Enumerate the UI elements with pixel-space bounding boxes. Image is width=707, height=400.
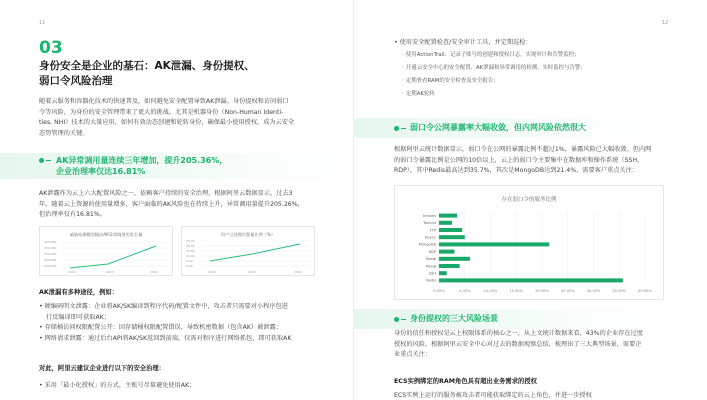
list-item: ◦ 开通云安全中心的安全配置、AK泄漏和异常调用的检测、实时监控与告警； — [401, 65, 586, 71]
section-heading: 身份提权的三大风险场景 — [410, 314, 498, 323]
ecs-paragraph: ECS实例上运行的服务被攻击者可能获取绑定的云上角色，并进一步授权 — [394, 392, 592, 399]
ak-paragraph — [39, 189, 339, 221]
text-line: 身份的信任和授权是云上权限体系的核心之一，从上文统计数据来看，43%的企业存在过度 — [394, 330, 643, 337]
y-tick-label: 100,000 — [44, 264, 57, 268]
y-tick-label: 300,000 — [44, 240, 57, 244]
ecs-heading: ECS实例绑定的RAM角色具有超出业务需求的授权 — [394, 378, 537, 385]
section-title — [39, 59, 329, 89]
y-tick-label: 150,000 — [44, 258, 57, 262]
audit-sub-list — [401, 51, 696, 99]
x-tick-label: 20.00% — [535, 289, 549, 293]
category-label: Jenkins — [423, 213, 436, 218]
section-title-line: 弱口令风险治理 — [39, 75, 113, 87]
category-label: Mysql — [425, 264, 436, 269]
svg-text:2024: 2024 — [150, 270, 158, 274]
category-label: FTP — [429, 228, 436, 233]
category-label: MongoDB — [418, 242, 436, 247]
highlight-heading — [56, 155, 346, 177]
intro-paragraph — [39, 97, 339, 139]
list-item: • 使用安全配置检查/安全审计工具，并定期巡检： — [394, 39, 532, 46]
bar-mysql — [439, 264, 460, 268]
bar-chart-svg — [395, 186, 665, 301]
chart-title: 存在弱口令的服务比例 — [501, 197, 557, 203]
text-line: 态势管理的关键。 — [39, 129, 89, 137]
x-tick-label: 5.00% — [459, 289, 471, 293]
y-tick-label: 200,000 — [44, 252, 57, 256]
bar-ftp — [439, 228, 462, 232]
text-line: 的弱口令暴露比例是公网的10倍以上，云上的弱口令主要集中在数据库和操作系统（SSH、 — [394, 156, 644, 164]
bar-mongodb — [439, 242, 549, 246]
category-label: Tomcat — [423, 221, 436, 226]
category-label: SSH — [428, 271, 436, 276]
svg-text:2024: 2024 — [294, 270, 302, 274]
svg-text:2023: 2023 — [248, 270, 256, 274]
x-tick-label: 30.00% — [586, 289, 601, 293]
trend-line — [210, 244, 300, 261]
y-tick-label: 250,000 — [44, 246, 57, 250]
list-item: ◦ 定期查看RAM的安全检查及安全报告； — [401, 78, 499, 84]
text-line: 但治理率仅有16.81%。 — [39, 211, 106, 219]
section-background — [354, 309, 707, 329]
svg-text:2022: 2022 — [68, 270, 76, 274]
section-title-line: 身份安全是企业的基石：AK泄漏、身份提权、 — [39, 60, 255, 72]
x-tick-label: 10.00% — [483, 289, 498, 293]
ak-paths-list — [39, 302, 339, 344]
x-tick-label: 35.00% — [612, 289, 627, 293]
bar-rdp — [439, 250, 454, 254]
chart-title: 用户已处理告警量比例（%） — [220, 232, 276, 237]
audit-bullet — [394, 38, 694, 49]
bar-ssh — [439, 271, 447, 275]
y-tick-label: 25.00 — [186, 239, 195, 243]
bar-redis — [439, 278, 623, 282]
right-page — [354, 0, 707, 400]
category-label: RDP — [428, 249, 436, 254]
advice-list — [39, 381, 339, 392]
chart-title: 威胁检测模型输出AK异常调用的发生量 — [69, 232, 143, 237]
privilege-paragraph — [394, 329, 694, 361]
bar-mssql — [439, 257, 470, 261]
list-item: ◦ 使用ActionTrail、记录子账号的创建和授权日志，实现审计和告警监控； — [401, 52, 580, 58]
y-tick-label: 15.00 — [186, 249, 195, 253]
bar-tomcat — [439, 221, 452, 225]
left-page — [0, 0, 353, 400]
list-item: • 网络请求泄露：通过后台API将AK/SK返回到前端，仅需对程序进行网络抓包，即可获取AK — [39, 334, 292, 342]
text-line: 年，随着云上资源的使用量增多，客户面临的AK风险也在持续上升，异常调用量提升205.26%， — [39, 200, 304, 208]
text-line: 令等风险，为身份的安全管理带来了更大的挑战。尤其是机器身份（Non-Human Identi- — [39, 108, 284, 116]
bullet-dot-icon — [39, 158, 44, 163]
x-tick-label: 40.00% — [638, 289, 652, 293]
text-line: 授权的风险。根据阿里云安全中心对过去的数据观察总结，梳理出了三大典型场景，需要企 — [394, 340, 642, 348]
text-line: 根据阿里云统计数据显示，弱口令在公网的暴露比例不超过1%，暴露风险已大幅收敛。但内网 — [394, 146, 652, 153]
trend-line — [70, 246, 156, 268]
weak-password-chart — [394, 185, 664, 300]
x-tick-label: 0.00% — [433, 289, 445, 293]
bar-rsync — [439, 235, 465, 239]
bullet-dot-icon — [394, 126, 399, 131]
text-line: AK异常调用量连续三年增加，提升205.36%， — [56, 156, 228, 165]
list-item: • 采用「最小化授权」的方式，主账号尽量避免使用AK； — [39, 382, 196, 389]
svg-text:2023: 2023 — [106, 270, 114, 274]
y-tick-label: 10.00 — [186, 254, 195, 258]
advice-heading: 对此，阿里云建议企业进行以下的安全治理： — [39, 365, 165, 372]
weak-password-paragraph — [394, 145, 694, 177]
ak-calls-chart — [39, 226, 173, 276]
text-line: 企业治理率仅达16.81% — [56, 167, 146, 176]
bar-jenkins — [439, 214, 457, 218]
list-item: • 硬编码明文泄露：企业将AK/SK编译到程序代码/配置文件中，攻击者只需要对小程序包进 — [39, 303, 288, 310]
section-heading: 弱口令公网暴露率大幅收敛，但内网风险依然很大 — [410, 123, 586, 132]
alerts-handled-chart — [181, 226, 315, 276]
category-label: Rsync — [425, 235, 436, 240]
page-number: 12 — [662, 20, 669, 26]
y-tick-label: 0.00 — [186, 264, 193, 268]
text-line: RDP），其中Redis最高达到35.7%，其次是MongoDB达到21.4%，需要客户重点关注： — [394, 167, 638, 175]
text-line: 业重点关注： — [394, 351, 432, 359]
x-tick-label: 25.00% — [560, 289, 575, 293]
x-tick-label: 15.00% — [509, 289, 524, 293]
list-item-continuation: 行反编译即可获取AK； — [46, 313, 110, 321]
y-tick-label: 5.00 — [186, 259, 193, 263]
text-line: AK泄露作为云上六大配置风险之一，依赖客户持续的安全治理，根据阿里云数据显示，过去3 — [39, 190, 293, 197]
category-label: Mssql — [425, 257, 436, 262]
list-item: ◦ 定期AK轮转 — [401, 91, 435, 97]
y-tick-label: 20.00 — [186, 244, 195, 248]
svg-text:2022: 2022 — [208, 270, 216, 274]
bullet-dot-icon — [394, 317, 399, 322]
page-number: 11 — [39, 20, 46, 26]
text-line: ties, NHI）技术的大量应用，如何有效动态创建和轮转身份，确保最小使用授权，成为云安全 — [39, 119, 295, 127]
text-line: 随着云服务和容器化技术的快速普及，如何避免安全配置导致AK泄漏、身份提权和访问弱口 — [39, 98, 289, 105]
category-label: Redis — [426, 278, 436, 283]
list-item: • 存储桶访问权限配置公开：因存储桶权限配置错误，导致机密数据（包含AK）被泄露； — [39, 324, 282, 332]
section-number: 03 — [39, 38, 63, 58]
ak-paths-heading: AK泄漏有多种途径，例如： — [39, 289, 119, 296]
